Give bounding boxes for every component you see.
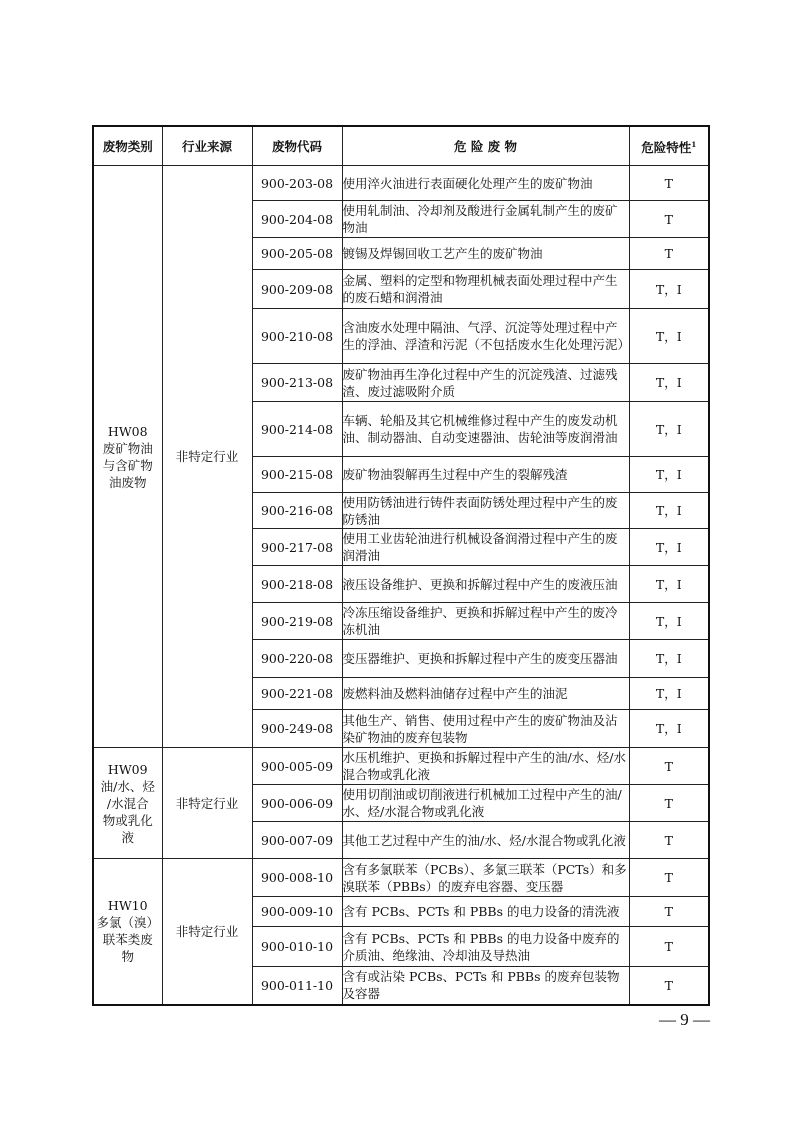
waste-description-cell: 含油废水处理中隔油、气浮、沉淀等处理过程中产生的浮油、浮渣和污泥（不包括废水生化处理污泥） — [342, 309, 629, 364]
waste-description-cell: 其他生产、销售、使用过程中产生的废矿物油及沾染矿物油的废弃包装物 — [342, 710, 629, 748]
waste-description-cell: 含有 PCBs、PCTs 和 PBBs 的电力设备中废弃的介质油、绝缘油、冷却油及导热油 — [342, 927, 629, 967]
hazard-characteristic-cell: T，I — [629, 640, 709, 678]
waste-code-cell: 900-213-08 — [252, 364, 342, 402]
header-code: 废物代码 — [252, 126, 342, 166]
industry-source-cell: 非特定行业 — [162, 166, 252, 748]
page-number: — 9 — — [659, 1010, 710, 1029]
hazard-characteristic-cell: T — [629, 166, 709, 201]
waste-code-cell: 900-006-09 — [252, 785, 342, 822]
waste-description-cell: 其他工艺过程中产生的油/水、烃/水混合物或乳化液 — [342, 822, 629, 859]
waste-code-cell: 900-204-08 — [252, 201, 342, 238]
waste-description-cell: 水压机维护、更换和拆解过程中产生的油/水、烃/水混合物或乳化液 — [342, 748, 629, 785]
waste-description-cell: 冷冻压缩设备维护、更换和拆解过程中产生的废冷冻机油 — [342, 603, 629, 640]
waste-code-cell: 900-008-10 — [252, 859, 342, 897]
hazard-characteristic-cell: T，I — [629, 270, 709, 309]
waste-code-cell: 900-203-08 — [252, 166, 342, 201]
hazard-characteristic-cell: T — [629, 201, 709, 238]
waste-description-cell: 金属、塑料的定型和物理机械表面处理过程中产生的废石蜡和润滑油 — [342, 270, 629, 309]
waste-category-cell: HW10 多氯（溴） 联苯类废 物 — [93, 859, 162, 1005]
hazard-characteristic-cell: T，I — [629, 678, 709, 710]
hazard-characteristic-cell: T，I — [629, 309, 709, 364]
waste-code-cell: 900-210-08 — [252, 309, 342, 364]
waste-description-cell: 含有多氯联苯（PCBs）、多氯三联苯（PCTs）和多溴联苯（PBBs）的废弃电容器、变压器 — [342, 859, 629, 897]
industry-source-cell: 非特定行业 — [162, 748, 252, 859]
waste-description-cell: 使用防锈油进行铸件表面防锈处理过程中产生的废防锈油 — [342, 493, 629, 529]
waste-description-cell: 使用轧制油、冷却剂及酸进行金属轧制产生的废矿物油 — [342, 201, 629, 238]
hazard-characteristic-cell: T，I — [629, 402, 709, 457]
waste-code-cell: 900-216-08 — [252, 493, 342, 529]
waste-code-cell: 900-218-08 — [252, 566, 342, 603]
table-body — [93, 166, 709, 1005]
header-category: 废物类别 — [93, 126, 162, 166]
header-waste: 危 险 废 物 — [342, 126, 629, 166]
waste-code-cell: 900-209-08 — [252, 270, 342, 309]
header-hazard-label: 危险特性 — [641, 140, 692, 156]
header-hazard-footnote: 1 — [691, 139, 697, 149]
waste-code-cell: 900-219-08 — [252, 603, 342, 640]
table-row — [93, 859, 709, 897]
hazard-characteristic-cell: T — [629, 785, 709, 822]
waste-code-cell: 900-011-10 — [252, 967, 342, 1005]
header-hazard — [629, 126, 709, 166]
hazard-characteristic-cell: T — [629, 967, 709, 1005]
waste-description-cell: 废燃料油及燃料油储存过程中产生的油泥 — [342, 678, 629, 710]
industry-source-cell: 非特定行业 — [162, 859, 252, 1005]
waste-description-cell: 含有 PCBs、PCTs 和 PBBs 的电力设备的清洗液 — [342, 897, 629, 927]
header-source: 行业来源 — [162, 126, 252, 166]
table-row — [93, 166, 709, 201]
hazard-characteristic-cell: T，I — [629, 710, 709, 748]
hazard-characteristic-cell: T — [629, 238, 709, 270]
hazard-characteristic-cell: T — [629, 927, 709, 967]
hazard-characteristic-cell: T — [629, 897, 709, 927]
waste-code-cell: 900-249-08 — [252, 710, 342, 748]
waste-description-cell: 使用切削油或切削液进行机械加工过程中产生的油/水、烃/水混合物或乳化液 — [342, 785, 629, 822]
waste-description-cell: 使用工业齿轮油进行机械设备润滑过程中产生的废润滑油 — [342, 529, 629, 566]
table-row — [93, 748, 709, 785]
waste-description-cell: 含有或沾染 PCBs、PCTs 和 PBBs 的废弃包装物及容器 — [342, 967, 629, 1005]
waste-code-cell: 900-005-09 — [252, 748, 342, 785]
waste-description-cell: 废矿物油裂解再生过程中产生的裂解残渣 — [342, 457, 629, 493]
waste-code-cell: 900-009-10 — [252, 897, 342, 927]
waste-description-cell: 镀锡及焊锡回收工艺产生的废矿物油 — [342, 238, 629, 270]
waste-description-cell: 废矿物油再生净化过程中产生的沉淀残渣、过滤残渣、废过滤吸附介质 — [342, 364, 629, 402]
hazard-characteristic-cell: T — [629, 859, 709, 897]
hazard-characteristic-cell: T — [629, 748, 709, 785]
waste-code-cell: 900-214-08 — [252, 402, 342, 457]
waste-category-cell: HW08 废矿物油 与含矿物 油废物 — [93, 166, 162, 748]
waste-code-cell: 900-220-08 — [252, 640, 342, 678]
hazardous-waste-table — [92, 125, 710, 1006]
waste-code-cell: 900-217-08 — [252, 529, 342, 566]
waste-category-cell: HW09 油/水、烃 /水混合 物或乳化 液 — [93, 748, 162, 859]
hazard-characteristic-cell: T，I — [629, 364, 709, 402]
waste-description-cell: 使用淬火油进行表面硬化处理产生的废矿物油 — [342, 166, 629, 201]
hazard-characteristic-cell: T，I — [629, 603, 709, 640]
waste-description-cell: 液压设备维护、更换和拆解过程中产生的废液压油 — [342, 566, 629, 603]
table-header-row — [93, 126, 709, 166]
waste-code-cell: 900-010-10 — [252, 927, 342, 967]
waste-code-cell: 900-205-08 — [252, 238, 342, 270]
hazard-characteristic-cell: T，I — [629, 457, 709, 493]
waste-code-cell: 900-215-08 — [252, 457, 342, 493]
hazard-characteristic-cell: T，I — [629, 529, 709, 566]
hazard-characteristic-cell: T — [629, 822, 709, 859]
waste-code-cell: 900-221-08 — [252, 678, 342, 710]
waste-description-cell: 变压器维护、更换和拆解过程中产生的废变压器油 — [342, 640, 629, 678]
waste-code-cell: 900-007-09 — [252, 822, 342, 859]
hazard-characteristic-cell: T，I — [629, 566, 709, 603]
hazard-characteristic-cell: T，I — [629, 493, 709, 529]
waste-description-cell: 车辆、轮船及其它机械维修过程中产生的废发动机油、制动器油、自动变速器油、齿轮油等废润滑油 — [342, 402, 629, 457]
